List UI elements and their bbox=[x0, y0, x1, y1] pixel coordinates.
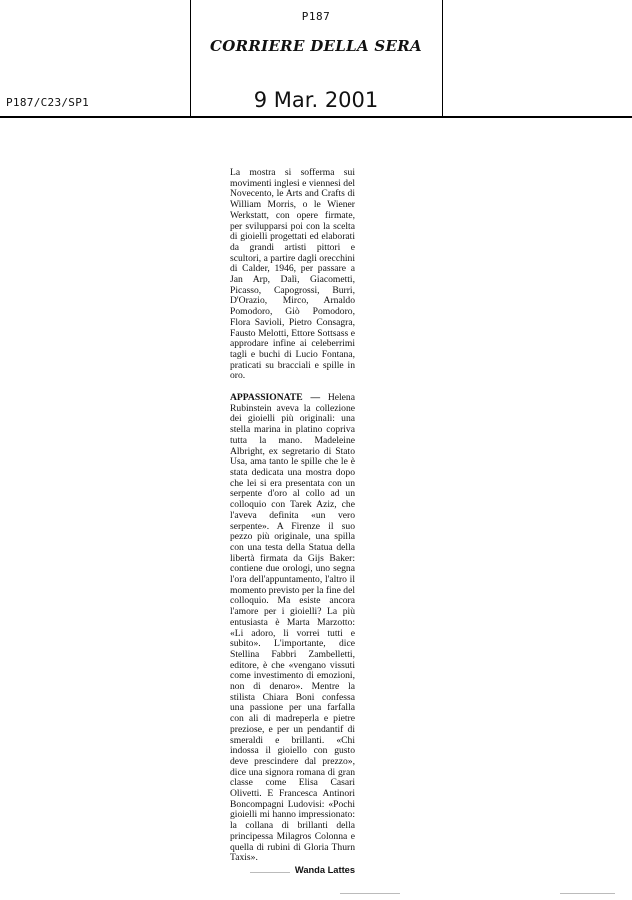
scan-artifact bbox=[340, 893, 400, 894]
article-paragraph-2-body: Helena Rubinstein aveva la collezione dei gioielli più originali: una stella marina in platino copriva tutta la mano. Madeleine Albright, ex segretario di Stato Usa, ama tanto le spille che le è stata dedicata una mostra dopo che lei si era presentata con un serpente d'oro al collo ad un colloquio con Tarek Aziz, che l'aveva definita «un vero serpente». A Firenze il suo pezzo più originale, una spilla con una testa della Statua della libertà firmata da Gijs Baker: contiene due orologi, uno segna l'ora dell'appuntamento, l'altro il momento previsto per la fine del colloquio. Ma esiste ancora l'amore per i gioielli? La più entusiasta è Marta Marzotto: «Li adoro, li vorrei tutti e subito». L'importante, dice Stellina Fabbri Zambelletti, editore, è che «vengano vissuti come investimento di emozioni, non di denaro». Mentre la stilista Chiara Boni confessa una passione per una farfalla con ali di madreperla e pietre preziose, e per un pendantif di smeraldi e brillanti. «Chi indossa il gioiello con gusto deve prescindere dal prezzo», dice una signora romana di gran classe come Elisa Casari Olivetti. E Francesca Antinori Boncompagni Ludovisi: «Pochi gioielli mi hanno impressionato: la collana di brillanti della principessa Milagros Colonna e quella di rubini di Gloria Thurn Taxis». bbox=[230, 392, 355, 864]
section-code: P187/C23/SP1 bbox=[6, 96, 90, 109]
article-column bbox=[230, 168, 355, 876]
publication-date: 9 Mar. 2001 bbox=[253, 88, 379, 112]
page-code: P187 bbox=[301, 10, 331, 23]
scan-artifact bbox=[560, 893, 615, 894]
clipping-header bbox=[0, 0, 632, 118]
paragraph-lead-in: APPASSIONATE — bbox=[230, 392, 321, 404]
article-paragraph-1: La mostra si sofferma sui movimenti inglesi e viennesi del Novecento, le Arts and Crafts di William Morris, o le Wiener Werkstatt, con opere firmate, per svilupparsi poi con la scelta di gioielli progettati ed elaborati da grandi artisti pittori e scultori, a partire dagli orecchini di Calder, 1946, per passare a Jan Arp, Dalì, Giacometti, Picasso, Capogrossi, Burri, D'Orazio, Mirco, Arnaldo Pomodoro, Giò Pomodoro, Flora Savioli, Pietro Consagra, Fausto Melotti, Ettore Sottsass e approdare infine ai celeberrimi tagli e buchi di Lucio Fontana, praticati su bracciali e spille in oro. bbox=[230, 167, 355, 382]
header-bottom-rule bbox=[0, 116, 632, 118]
scan-artifact bbox=[250, 872, 290, 873]
author-signature: Wanda Lattes bbox=[294, 865, 355, 875]
header-divider-right bbox=[442, 0, 443, 117]
article-paragraph-2 bbox=[230, 393, 355, 864]
newspaper-masthead: CORRIERE DELLA SERA bbox=[210, 37, 422, 55]
